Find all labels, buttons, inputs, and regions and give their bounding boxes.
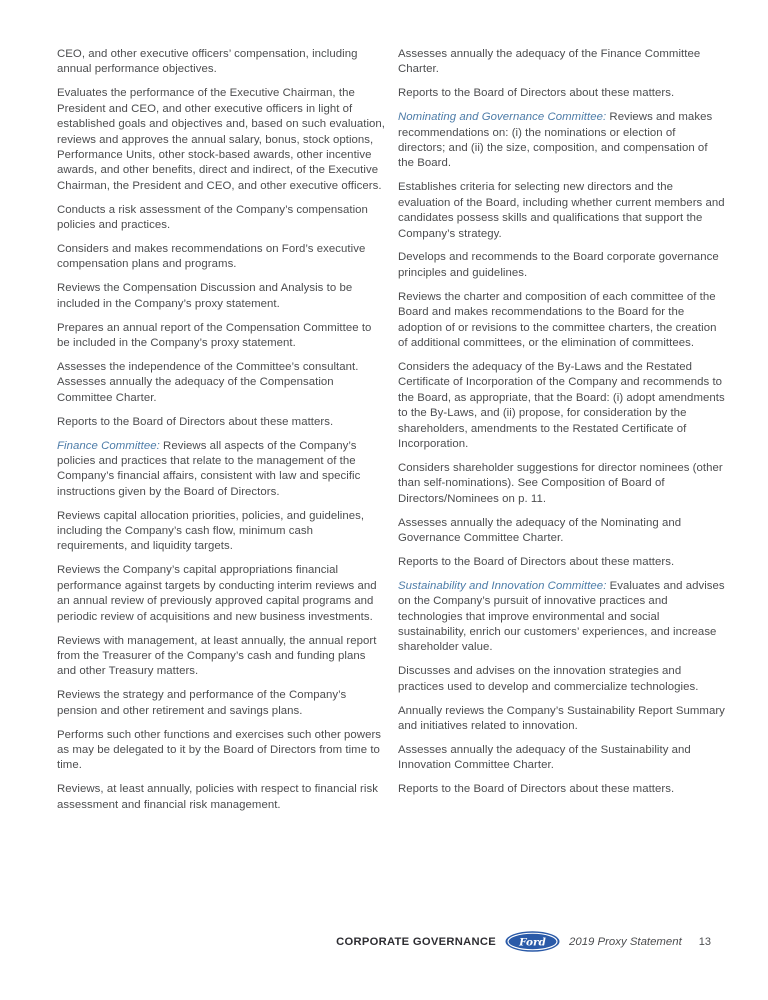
left-text-column: [57, 47, 385, 822]
committee-name: Nominating and Governance Committee:: [398, 111, 610, 124]
right-text-column: [398, 47, 726, 822]
paragraph: Discusses and advises on the innovation strategies and practices used to develop and commercialize technologies.: [398, 665, 699, 693]
paragraph: CEO, and other executive officers’ compensation, including annual performance objectives.: [57, 48, 358, 76]
committee-name: Sustainability and Innovation Committee:: [398, 579, 610, 592]
paragraph: Assesses the independence of the Committee’s consultant. Assesses annually the adequacy of the Compensation Committee Charter.: [57, 360, 359, 404]
paragraph: Assesses annually the adequacy of the Nominating and Governance Committee Charter.: [398, 516, 682, 544]
paragraph: Develops and recommends to the Board corporate governance principles and guidelines.: [398, 251, 719, 279]
committee-name: Finance Committee:: [57, 439, 164, 452]
paragraph: Considers and makes recommendations on Ford’s executive compensation plans and programs.: [57, 242, 366, 271]
paragraph: Reports to the Board of Directors about these matters.: [398, 555, 675, 568]
paragraph: Reviews the Compensation Discussion and Analysis to be included in the Company’s proxy statement.: [57, 282, 353, 310]
paragraph: Considers the adequacy of the By-Laws and the Restated Certificate of Incorporation of the Company and recommends to the Board, as appropriate, that the Board: (i) adopt amendments to the By-Laws, and (ii) propose, for consideration by the shareholders, amendments to the Restated Certificate of Incorporation.: [398, 360, 725, 450]
paragraph: Reviews capital allocation priorities, policies, and guidelines, including the Company’s cash flow, minimum cash requirements, and liquidity targets.: [57, 509, 365, 553]
svg-text:Ford: Ford: [519, 936, 546, 949]
page-footer: [336, 931, 711, 952]
paragraph: Reports to the Board of Directors about these matters.: [57, 415, 334, 428]
paragraph: Conducts a risk assessment of the Company’s compensation policies and practices.: [57, 203, 368, 232]
paragraph: Sustainability and Innovation Committee: Evaluates and advises on the Company’s pursuit of innovative practices and technologies that improve environmental and social sustainability, enrich our customers’ experiences, and increase shareholder value.: [398, 579, 725, 654]
paragraph: Reports to the Board of Directors about these matters.: [398, 783, 675, 796]
paragraph: Performs such other functions and exercises such other powers as may be delegated to it by the Board of Directors from time to time.: [57, 728, 382, 772]
paragraph: Assesses annually the adequacy of the Finance Committee Charter.: [398, 48, 701, 76]
paragraph: Reviews the charter and composition of each committee of the Board and makes recommendations to the Board for the adoption of or revisions to the committee charters, the creation of additional committees, or the elimination of committees.: [398, 290, 717, 349]
paragraph: Reviews, at least annually, policies with respect to financial risk assessment and financial risk management.: [57, 783, 378, 811]
footer-document-title: 2019 Proxy Statement: [569, 935, 682, 948]
paragraph: Prepares an annual report of the Compensation Committee to be included in the Company’s proxy statement.: [57, 321, 372, 349]
ford-logo-icon: [505, 931, 560, 952]
paragraph: Reports to the Board of Directors about these matters.: [398, 87, 675, 100]
paragraph: Annually reviews the Company’s Sustainability Report Summary and initiatives related to innovation.: [398, 704, 725, 733]
paragraph: Finance Committee: Reviews all aspects of the Company’s policies and practices that relate to the management of the Company’s financial affairs, consistent with law and specific instructions given by the Board of Directors.: [57, 439, 361, 498]
paragraph: Evaluates the performance of the Executive Chairman, the President and CEO, and other executive officers in light of established goals and objectives and, based on such evaluation, reviews and approves the annual salary, bonus, stock options, Performance Units, other stock-based awards, other incentive awards, and other benefits, direct and indirect, of the Executive Chairman, the President and CEO, and other executive officers.: [57, 87, 386, 192]
paragraph: Considers shareholder suggestions for director nominees (other than self-nominations). See Composition of Board of Directors/Nominees on p. 11.: [398, 461, 723, 505]
paragraph: Nominating and Governance Committee: Reviews and makes recommendations on: (i) the nominations or election of directors; and (ii) the size, composition, and compensation of the Board.: [398, 111, 713, 170]
footer-section-label: CORPORATE GOVERNANCE: [336, 935, 497, 948]
paragraph: Establishes criteria for selecting new directors and the evaluation of the Board, including whether current members and candidates possess skills and qualifications that support the Company’s strategy.: [398, 181, 725, 240]
paragraph: Reviews the strategy and performance of the Company’s pension and other retirement and savings plans.: [57, 689, 347, 717]
paragraph: Reviews the Company’s capital appropriations financial performance against targets by conducting interim reviews and an annual review of previously approved capital programs and periodic review of acquisitions and new business investments.: [57, 564, 377, 623]
paragraph: Assesses annually the adequacy of the Sustainability and Innovation Committee Charter.: [398, 743, 691, 772]
paragraph: Reviews with management, at least annually, the annual report from the Treasurer of the Company’s cash and funding plans and other Treasury matters.: [57, 634, 377, 678]
footer-page-number: 13: [698, 935, 711, 948]
